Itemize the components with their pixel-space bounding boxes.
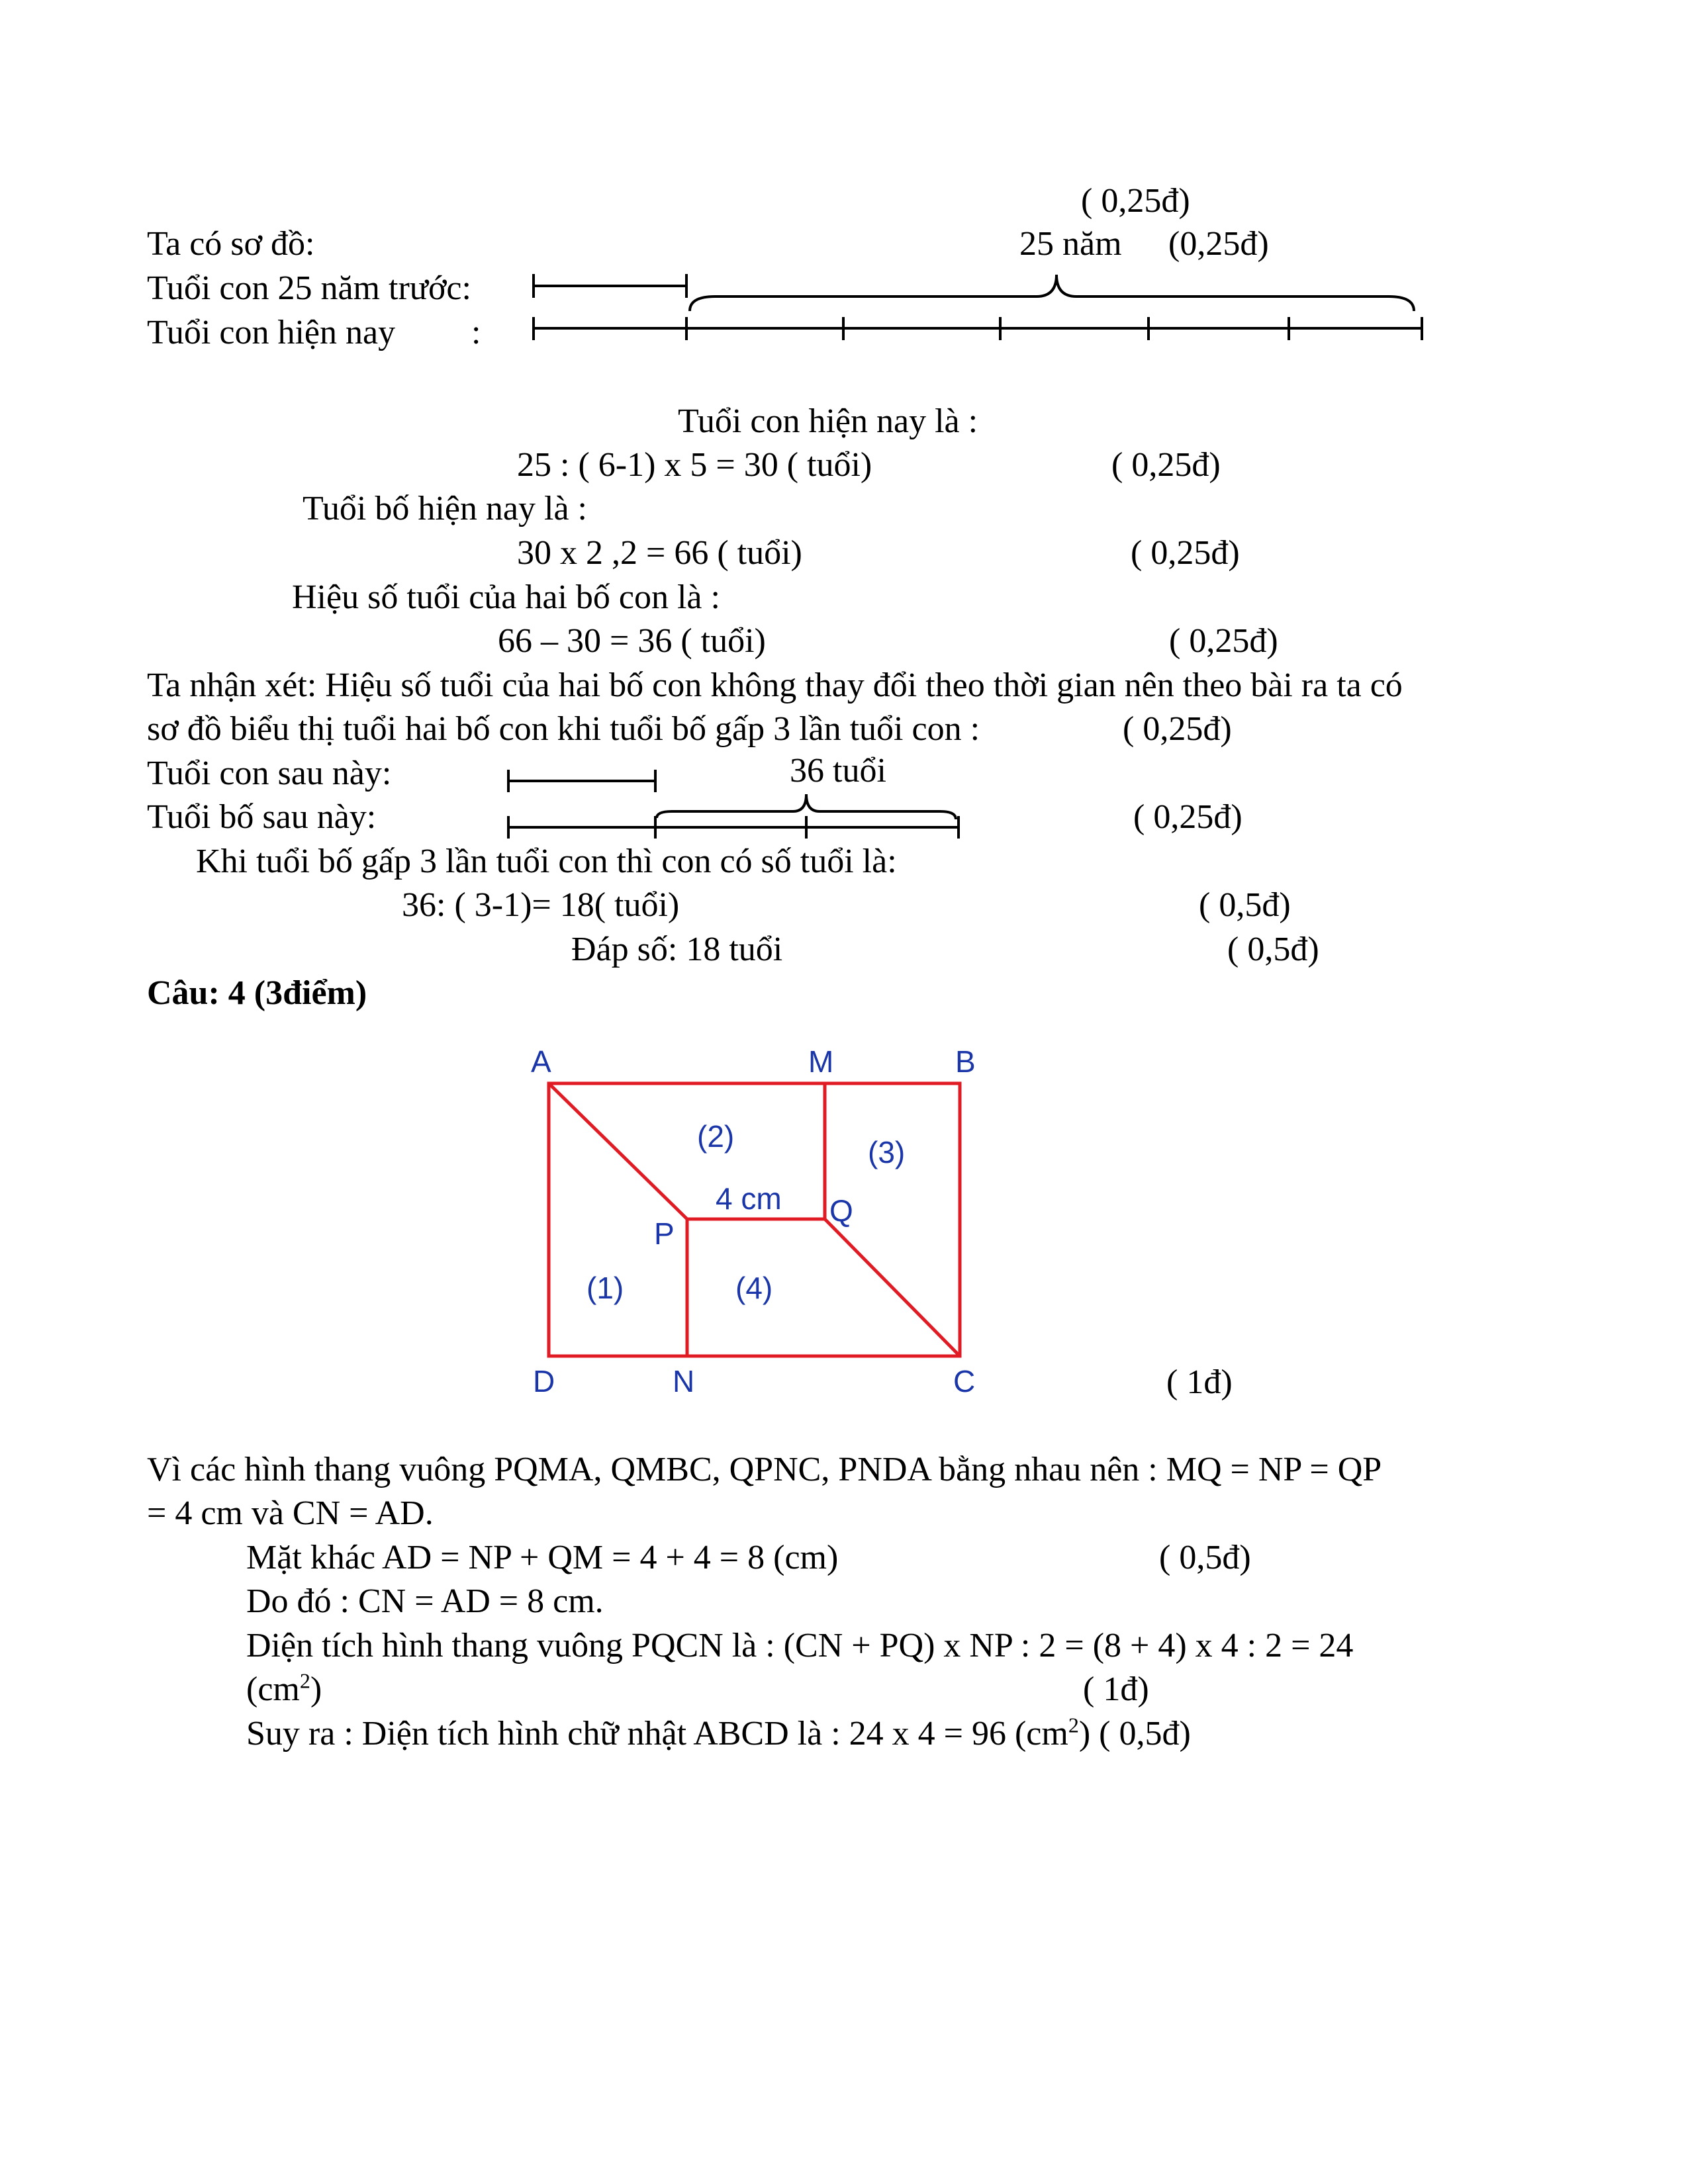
figure-score: ( 1đ) [1166, 1363, 1233, 1401]
point-m-label: M [808, 1044, 834, 1079]
label-25-years: 25 năm [1019, 225, 1122, 263]
point-p-label: P [654, 1216, 675, 1251]
region-1-label: (1) [586, 1271, 624, 1305]
score-top: ( 0,25đ) [1081, 182, 1190, 220]
diff-title: Hiệu số tuổi của hai bố con là : [292, 578, 720, 616]
solution-line-4: Do đó : CN = AD = 8 cm. [246, 1582, 604, 1620]
row-past-label: Tuổi con 25 năm trước: [147, 269, 471, 307]
line-7-text-b: ) ( 0,5đ) [1078, 1715, 1191, 1752]
label-36-years: 36 tuổi [790, 752, 886, 790]
line-6-superscript: 2 [299, 1668, 310, 1693]
point-a-label: A [531, 1044, 551, 1079]
solution-line-6 [246, 1668, 322, 1708]
son-age-title: Tuổi con hiện nay là : [678, 402, 978, 440]
father-age-calc: 30 x 2 ,2 = 66 ( tuổi) [517, 534, 802, 572]
solution-line-1: Vì các hình thang vuông PQMA, QMBC, QPNC, PNDA bằng nhau nên : MQ = NP = QP [147, 1451, 1382, 1488]
line-7-text-a: Suy ra : Diện tích hình chữ nhật ABCD là : 24 x 4 = 96 (cm [246, 1715, 1068, 1752]
remark-line-1: Ta nhận xét: Hiệu số tuổi của hai bố con không thay đổi theo thời gian nên theo bài ra ta có [147, 666, 1403, 704]
solution-line-5: Diện tích hình thang vuông PQCN là : (CN + PQ) x NP : 2 = (8 + 4) x 4 : 2 = 24 [246, 1627, 1354, 1664]
line-6-text-b: ) [310, 1670, 322, 1708]
when-score: ( 0,5đ) [1199, 886, 1291, 924]
row-now-colon: : [471, 314, 481, 351]
diagram-intro: Ta có sơ đồ: [147, 225, 315, 263]
figure-lines [549, 1083, 960, 1356]
line-7-superscript: 2 [1068, 1713, 1079, 1737]
solution-line-6-score: ( 1đ) [1083, 1670, 1149, 1708]
remark-line-2: sơ đồ biểu thị tuổi hai bố con khi tuổi bố gấp 3 lần tuổi con : [147, 710, 980, 748]
question-4-heading: Câu: 4 (3điểm) [147, 974, 367, 1012]
region-4-label: (4) [735, 1271, 773, 1305]
answer: Đáp số: 18 tuổi [571, 931, 783, 968]
segment-pq-label: 4 cm [716, 1181, 782, 1216]
future-score: ( 0,25đ) [1133, 798, 1243, 836]
diff-score: ( 0,25đ) [1169, 622, 1278, 660]
solution-line-3-score: ( 0,5đ) [1159, 1539, 1251, 1576]
son-age-score: ( 0,25đ) [1111, 446, 1221, 484]
solution-line-7 [246, 1713, 1191, 1752]
score-25-years: (0,25đ) [1168, 225, 1269, 263]
father-age-title: Tuổi bố hiện nay là : [303, 490, 587, 527]
region-2-label: (2) [697, 1119, 735, 1154]
point-b-label: B [955, 1044, 976, 1079]
row-now-label: Tuổi con hiện nay [147, 314, 396, 351]
region-3-label: (3) [868, 1135, 906, 1169]
remark-score: ( 0,25đ) [1123, 710, 1232, 748]
point-d-label: D [533, 1364, 555, 1398]
when-calc: 36: ( 3-1)= 18( tuổi) [402, 886, 680, 924]
line-6-text-a: (cm [246, 1670, 300, 1708]
solution-line-2: = 4 cm và CN = AD. [147, 1494, 434, 1532]
when-title: Khi tuổi bố gấp 3 lần tuổi con thì con có số tuổi là: [196, 842, 897, 880]
future-son-label: Tuổi con sau này: [147, 754, 392, 792]
answer-score: ( 0,5đ) [1227, 931, 1319, 968]
solution-line-3: Mặt khác AD = NP + QM = 4 + 4 = 8 (cm) [246, 1539, 839, 1576]
father-age-score: ( 0,25đ) [1131, 534, 1240, 572]
future-father-label: Tuổi bố sau này: [147, 798, 377, 836]
point-c-label: C [953, 1364, 976, 1398]
point-q-label: Q [829, 1193, 853, 1228]
point-n-label: N [673, 1364, 695, 1398]
diff-calc: 66 – 30 = 36 ( tuổi) [498, 622, 766, 660]
son-age-calc: 25 : ( 6-1) x 5 = 30 ( tuổi) [517, 446, 872, 484]
